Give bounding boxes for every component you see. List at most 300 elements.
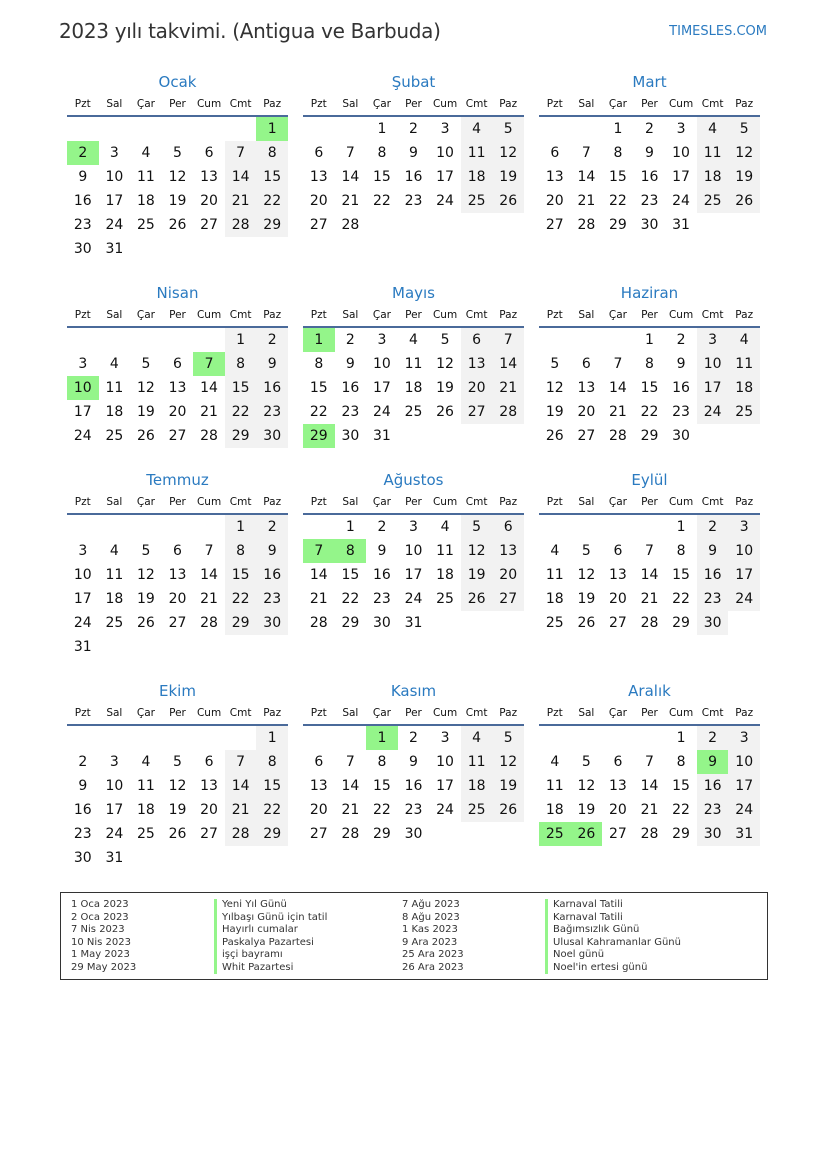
holiday-day-cell[interactable]: 7 xyxy=(303,539,335,563)
day-cell[interactable]: 6 xyxy=(550,145,560,161)
day-cell[interactable]: 24 xyxy=(436,802,454,818)
day-cell[interactable]: 5 xyxy=(141,543,151,559)
day-cell[interactable]: 19 xyxy=(168,802,187,818)
day-cell[interactable]: 2 xyxy=(78,754,88,770)
day-cell[interactable]: 15 xyxy=(225,563,257,587)
day-cell[interactable]: 22 xyxy=(672,591,690,607)
day-cell[interactable]: 3 xyxy=(377,332,387,348)
day-cell[interactable]: 28 xyxy=(492,400,524,424)
day-cell[interactable]: 16 xyxy=(341,380,360,396)
day-cell[interactable]: 5 xyxy=(173,754,182,770)
day-cell[interactable]: 12 xyxy=(137,567,155,583)
day-cell[interactable]: 27 xyxy=(545,217,564,233)
day-cell[interactable]: 24 xyxy=(404,591,423,607)
day-cell[interactable]: 31 xyxy=(73,639,92,655)
day-cell[interactable]: 3 xyxy=(728,726,760,750)
day-cell[interactable]: 14 xyxy=(309,567,328,583)
day-cell[interactable]: 1 xyxy=(256,726,288,750)
day-cell[interactable]: 11 xyxy=(137,778,155,794)
day-cell[interactable]: 25 xyxy=(728,400,760,424)
day-cell[interactable]: 2 xyxy=(645,121,654,137)
day-cell[interactable]: 12 xyxy=(545,380,564,396)
day-cell[interactable]: 26 xyxy=(492,798,524,822)
day-cell[interactable]: 7 xyxy=(645,543,654,559)
day-cell[interactable]: 13 xyxy=(309,778,328,794)
day-cell[interactable]: 30 xyxy=(373,615,391,631)
day-cell[interactable]: 23 xyxy=(640,193,659,209)
day-cell[interactable]: 2 xyxy=(377,519,387,535)
day-cell[interactable]: 21 xyxy=(225,189,257,213)
day-cell[interactable]: 24 xyxy=(105,826,124,842)
day-cell[interactable]: 20 xyxy=(168,404,187,420)
day-cell[interactable]: 13 xyxy=(609,567,627,583)
day-cell[interactable]: 29 xyxy=(341,615,360,631)
day-cell[interactable]: 21 xyxy=(225,798,257,822)
day-cell[interactable]: 30 xyxy=(73,241,92,257)
day-cell[interactable]: 21 xyxy=(609,404,627,420)
day-cell[interactable]: 24 xyxy=(436,193,454,209)
day-cell[interactable]: 9 xyxy=(256,352,288,376)
day-cell[interactable]: 12 xyxy=(461,539,493,563)
day-cell[interactable]: 13 xyxy=(577,380,596,396)
day-cell[interactable]: 27 xyxy=(461,400,493,424)
day-cell[interactable]: 28 xyxy=(577,217,596,233)
day-cell[interactable]: 28 xyxy=(200,428,218,444)
day-cell[interactable]: 25 xyxy=(545,615,564,631)
day-cell[interactable]: 7 xyxy=(492,328,524,352)
day-cell[interactable]: 11 xyxy=(461,141,493,165)
day-cell[interactable]: 24 xyxy=(105,217,124,233)
day-cell[interactable]: 20 xyxy=(200,802,218,818)
holiday-day-cell[interactable]: 26 xyxy=(571,822,603,846)
day-cell[interactable]: 12 xyxy=(137,380,155,396)
day-cell[interactable]: 25 xyxy=(697,189,729,213)
day-cell[interactable]: 11 xyxy=(105,380,124,396)
day-cell[interactable]: 29 xyxy=(672,615,690,631)
day-cell[interactable]: 19 xyxy=(436,380,454,396)
day-cell[interactable]: 6 xyxy=(492,515,524,539)
day-cell[interactable]: 5 xyxy=(492,726,524,750)
day-cell[interactable]: 25 xyxy=(461,798,493,822)
day-cell[interactable]: 8 xyxy=(613,145,623,161)
day-cell[interactable]: 14 xyxy=(640,778,659,794)
day-cell[interactable]: 5 xyxy=(581,543,591,559)
day-cell[interactable]: 15 xyxy=(256,165,288,189)
day-cell[interactable]: 21 xyxy=(341,802,360,818)
day-cell[interactable]: 14 xyxy=(577,169,596,185)
day-cell[interactable]: 11 xyxy=(461,750,493,774)
day-cell[interactable]: 10 xyxy=(436,145,454,161)
day-cell[interactable]: 14 xyxy=(225,165,257,189)
day-cell[interactable]: 11 xyxy=(545,567,564,583)
day-cell[interactable]: 29 xyxy=(256,822,288,846)
day-cell[interactable]: 4 xyxy=(461,726,493,750)
day-cell[interactable]: 27 xyxy=(200,826,218,842)
day-cell[interactable]: 21 xyxy=(492,376,524,400)
day-cell[interactable]: 25 xyxy=(404,404,423,420)
day-cell[interactable]: 17 xyxy=(728,774,760,798)
day-cell[interactable]: 1 xyxy=(613,121,623,137)
day-cell[interactable]: 4 xyxy=(550,543,560,559)
day-cell[interactable]: 31 xyxy=(672,217,690,233)
day-cell[interactable]: 23 xyxy=(672,404,690,420)
day-cell[interactable]: 12 xyxy=(577,567,596,583)
day-cell[interactable]: 15 xyxy=(341,567,360,583)
day-cell[interactable]: 26 xyxy=(545,428,564,444)
day-cell[interactable]: 14 xyxy=(640,567,659,583)
day-cell[interactable]: 28 xyxy=(640,615,659,631)
day-cell[interactable]: 6 xyxy=(204,145,214,161)
day-cell[interactable]: 25 xyxy=(137,217,155,233)
day-cell[interactable]: 25 xyxy=(105,615,124,631)
day-cell[interactable]: 30 xyxy=(256,611,288,635)
day-cell[interactable]: 21 xyxy=(577,193,596,209)
day-cell[interactable]: 11 xyxy=(697,141,729,165)
day-cell[interactable]: 30 xyxy=(404,826,423,842)
day-cell[interactable]: 24 xyxy=(73,428,92,444)
day-cell[interactable]: 23 xyxy=(256,587,288,611)
day-cell[interactable]: 29 xyxy=(225,424,257,448)
holiday-day-cell[interactable]: 2 xyxy=(67,141,99,165)
day-cell[interactable]: 7 xyxy=(225,141,257,165)
day-cell[interactable]: 7 xyxy=(345,754,355,770)
day-cell[interactable]: 15 xyxy=(373,778,391,794)
day-cell[interactable]: 29 xyxy=(225,611,257,635)
day-cell[interactable]: 24 xyxy=(728,587,760,611)
day-cell[interactable]: 23 xyxy=(73,217,92,233)
day-cell[interactable]: 5 xyxy=(141,356,151,372)
day-cell[interactable]: 29 xyxy=(373,826,391,842)
day-cell[interactable]: 4 xyxy=(141,145,151,161)
day-cell[interactable]: 15 xyxy=(640,380,659,396)
day-cell[interactable]: 8 xyxy=(225,539,257,563)
day-cell[interactable]: 27 xyxy=(168,615,187,631)
day-cell[interactable]: 30 xyxy=(256,424,288,448)
day-cell[interactable]: 7 xyxy=(225,750,257,774)
day-cell[interactable]: 10 xyxy=(697,352,729,376)
day-cell[interactable]: 22 xyxy=(373,193,391,209)
day-cell[interactable]: 24 xyxy=(373,404,391,420)
day-cell[interactable]: 28 xyxy=(640,826,659,842)
day-cell[interactable]: 4 xyxy=(728,328,760,352)
day-cell[interactable]: 8 xyxy=(225,352,257,376)
day-cell[interactable]: 9 xyxy=(345,356,355,372)
day-cell[interactable]: 21 xyxy=(200,404,218,420)
day-cell[interactable]: 2 xyxy=(697,515,729,539)
day-cell[interactable]: 14 xyxy=(200,380,218,396)
day-cell[interactable]: 24 xyxy=(728,798,760,822)
day-cell[interactable]: 26 xyxy=(577,615,596,631)
day-cell[interactable]: 11 xyxy=(728,352,760,376)
day-cell[interactable]: 4 xyxy=(109,356,119,372)
day-cell[interactable]: 13 xyxy=(309,169,328,185)
day-cell[interactable]: 20 xyxy=(309,802,328,818)
day-cell[interactable]: 13 xyxy=(545,169,564,185)
day-cell[interactable]: 28 xyxy=(309,615,328,631)
day-cell[interactable]: 13 xyxy=(168,380,187,396)
day-cell[interactable]: 25 xyxy=(436,591,454,607)
day-cell[interactable]: 10 xyxy=(672,145,690,161)
day-cell[interactable]: 11 xyxy=(404,356,423,372)
day-cell[interactable]: 27 xyxy=(309,217,328,233)
day-cell[interactable]: 20 xyxy=(200,193,218,209)
day-cell[interactable]: 17 xyxy=(73,404,92,420)
day-cell[interactable]: 12 xyxy=(492,750,524,774)
day-cell[interactable]: 19 xyxy=(137,404,155,420)
day-cell[interactable]: 26 xyxy=(492,189,524,213)
day-cell[interactable]: 22 xyxy=(256,189,288,213)
day-cell[interactable]: 1 xyxy=(345,519,355,535)
day-cell[interactable]: 31 xyxy=(373,428,391,444)
day-cell[interactable]: 16 xyxy=(404,778,423,794)
day-cell[interactable]: 3 xyxy=(697,328,729,352)
day-cell[interactable]: 14 xyxy=(609,380,627,396)
day-cell[interactable]: 28 xyxy=(609,428,627,444)
day-cell[interactable]: 27 xyxy=(609,615,627,631)
day-cell[interactable]: 8 xyxy=(314,356,324,372)
day-cell[interactable]: 22 xyxy=(640,404,659,420)
day-cell[interactable]: 20 xyxy=(461,376,493,400)
holiday-day-cell[interactable]: 7 xyxy=(193,352,225,376)
day-cell[interactable]: 3 xyxy=(728,515,760,539)
day-cell[interactable]: 10 xyxy=(436,754,454,770)
day-cell[interactable]: 16 xyxy=(404,169,423,185)
day-cell[interactable]: 21 xyxy=(341,193,360,209)
day-cell[interactable]: 30 xyxy=(697,611,729,635)
day-cell[interactable]: 9 xyxy=(256,539,288,563)
day-cell[interactable]: 19 xyxy=(545,404,564,420)
day-cell[interactable]: 18 xyxy=(137,193,155,209)
day-cell[interactable]: 1 xyxy=(676,730,686,746)
day-cell[interactable]: 11 xyxy=(137,169,155,185)
day-cell[interactable]: 18 xyxy=(436,567,454,583)
day-cell[interactable]: 24 xyxy=(73,615,92,631)
day-cell[interactable]: 12 xyxy=(492,141,524,165)
day-cell[interactable]: 5 xyxy=(461,515,493,539)
day-cell[interactable]: 16 xyxy=(373,567,391,583)
day-cell[interactable]: 25 xyxy=(105,428,124,444)
day-cell[interactable]: 29 xyxy=(256,213,288,237)
day-cell[interactable]: 12 xyxy=(577,778,596,794)
day-cell[interactable]: 31 xyxy=(728,822,760,846)
day-cell[interactable]: 17 xyxy=(697,376,729,400)
day-cell[interactable]: 5 xyxy=(492,117,524,141)
day-cell[interactable]: 3 xyxy=(409,519,418,535)
day-cell[interactable]: 1 xyxy=(225,328,257,352)
day-cell[interactable]: 28 xyxy=(225,822,257,846)
holiday-day-cell[interactable]: 1 xyxy=(366,726,398,750)
day-cell[interactable]: 19 xyxy=(577,591,596,607)
day-cell[interactable]: 6 xyxy=(204,754,214,770)
day-cell[interactable]: 9 xyxy=(409,754,418,770)
day-cell[interactable]: 14 xyxy=(341,169,360,185)
day-cell[interactable]: 2 xyxy=(409,730,418,746)
day-cell[interactable]: 20 xyxy=(577,404,596,420)
day-cell[interactable]: 16 xyxy=(73,193,92,209)
day-cell[interactable]: 16 xyxy=(697,774,729,798)
day-cell[interactable]: 1 xyxy=(645,332,654,348)
day-cell[interactable]: 14 xyxy=(341,778,360,794)
day-cell[interactable]: 13 xyxy=(200,169,218,185)
day-cell[interactable]: 8 xyxy=(256,141,288,165)
day-cell[interactable]: 1 xyxy=(225,515,257,539)
day-cell[interactable]: 20 xyxy=(492,563,524,587)
day-cell[interactable]: 20 xyxy=(168,591,187,607)
day-cell[interactable]: 22 xyxy=(341,591,360,607)
day-cell[interactable]: 21 xyxy=(309,591,328,607)
day-cell[interactable]: 13 xyxy=(200,778,218,794)
day-cell[interactable]: 25 xyxy=(461,189,493,213)
day-cell[interactable]: 28 xyxy=(341,217,360,233)
day-cell[interactable]: 14 xyxy=(492,352,524,376)
day-cell[interactable]: 2 xyxy=(256,328,288,352)
day-cell[interactable]: 26 xyxy=(137,615,155,631)
day-cell[interactable]: 4 xyxy=(461,117,493,141)
day-cell[interactable]: 12 xyxy=(168,778,187,794)
day-cell[interactable]: 30 xyxy=(697,822,729,846)
day-cell[interactable]: 13 xyxy=(461,352,493,376)
day-cell[interactable]: 2 xyxy=(345,332,355,348)
day-cell[interactable]: 3 xyxy=(676,121,686,137)
day-cell[interactable]: 7 xyxy=(613,356,623,372)
day-cell[interactable]: 10 xyxy=(728,539,760,563)
day-cell[interactable]: 8 xyxy=(377,754,387,770)
day-cell[interactable]: 17 xyxy=(436,778,454,794)
day-cell[interactable]: 24 xyxy=(697,400,729,424)
day-cell[interactable]: 9 xyxy=(676,356,686,372)
day-cell[interactable]: 18 xyxy=(697,165,729,189)
day-cell[interactable]: 9 xyxy=(697,539,729,563)
day-cell[interactable]: 5 xyxy=(728,117,760,141)
day-cell[interactable]: 2 xyxy=(409,121,418,137)
day-cell[interactable]: 19 xyxy=(577,802,596,818)
day-cell[interactable]: 16 xyxy=(256,376,288,400)
day-cell[interactable]: 16 xyxy=(697,563,729,587)
day-cell[interactable]: 22 xyxy=(225,400,257,424)
day-cell[interactable]: 10 xyxy=(105,778,124,794)
day-cell[interactable]: 30 xyxy=(640,217,659,233)
day-cell[interactable]: 30 xyxy=(672,428,690,444)
day-cell[interactable]: 5 xyxy=(550,356,560,372)
day-cell[interactable]: 6 xyxy=(314,145,324,161)
day-cell[interactable]: 6 xyxy=(613,543,623,559)
day-cell[interactable]: 23 xyxy=(73,826,92,842)
day-cell[interactable]: 18 xyxy=(404,380,423,396)
day-cell[interactable]: 15 xyxy=(225,376,257,400)
day-cell[interactable]: 16 xyxy=(256,563,288,587)
day-cell[interactable]: 26 xyxy=(168,217,187,233)
day-cell[interactable]: 23 xyxy=(404,802,423,818)
holiday-day-cell[interactable]: 10 xyxy=(67,376,99,400)
day-cell[interactable]: 5 xyxy=(440,332,450,348)
day-cell[interactable]: 8 xyxy=(256,750,288,774)
day-cell[interactable]: 11 xyxy=(105,567,124,583)
day-cell[interactable]: 22 xyxy=(672,802,690,818)
day-cell[interactable]: 28 xyxy=(200,615,218,631)
day-cell[interactable]: 26 xyxy=(168,826,187,842)
day-cell[interactable]: 30 xyxy=(341,428,360,444)
day-cell[interactable]: 22 xyxy=(373,802,391,818)
holiday-day-cell[interactable]: 1 xyxy=(256,117,288,141)
day-cell[interactable]: 19 xyxy=(137,591,155,607)
day-cell[interactable]: 3 xyxy=(109,754,119,770)
holiday-day-cell[interactable]: 25 xyxy=(539,822,571,846)
day-cell[interactable]: 3 xyxy=(440,121,450,137)
day-cell[interactable]: 2 xyxy=(256,515,288,539)
day-cell[interactable]: 22 xyxy=(309,404,328,420)
day-cell[interactable]: 1 xyxy=(377,121,387,137)
day-cell[interactable]: 16 xyxy=(640,169,659,185)
day-cell[interactable]: 12 xyxy=(728,141,760,165)
day-cell[interactable]: 7 xyxy=(581,145,591,161)
day-cell[interactable]: 19 xyxy=(728,165,760,189)
day-cell[interactable]: 24 xyxy=(672,193,690,209)
day-cell[interactable]: 31 xyxy=(105,241,124,257)
day-cell[interactable]: 15 xyxy=(609,169,627,185)
day-cell[interactable]: 9 xyxy=(377,543,387,559)
day-cell[interactable]: 15 xyxy=(672,778,690,794)
day-cell[interactable]: 9 xyxy=(78,778,88,794)
day-cell[interactable]: 19 xyxy=(461,563,493,587)
day-cell[interactable]: 9 xyxy=(409,145,418,161)
day-cell[interactable]: 5 xyxy=(173,145,182,161)
day-cell[interactable]: 17 xyxy=(672,169,690,185)
day-cell[interactable]: 20 xyxy=(545,193,564,209)
day-cell[interactable]: 8 xyxy=(645,356,654,372)
day-cell[interactable]: 22 xyxy=(225,587,257,611)
holiday-day-cell[interactable]: 29 xyxy=(303,424,335,448)
day-cell[interactable]: 27 xyxy=(609,826,627,842)
day-cell[interactable]: 18 xyxy=(728,376,760,400)
day-cell[interactable]: 26 xyxy=(728,189,760,213)
day-cell[interactable]: 16 xyxy=(672,380,690,396)
day-cell[interactable]: 23 xyxy=(697,587,729,611)
day-cell[interactable]: 12 xyxy=(168,169,187,185)
day-cell[interactable]: 27 xyxy=(309,826,328,842)
day-cell[interactable]: 18 xyxy=(461,774,493,798)
holiday-day-cell[interactable]: 8 xyxy=(335,539,367,563)
day-cell[interactable]: 10 xyxy=(404,543,423,559)
day-cell[interactable]: 29 xyxy=(609,217,627,233)
day-cell[interactable]: 20 xyxy=(609,802,627,818)
day-cell[interactable]: 28 xyxy=(341,826,360,842)
day-cell[interactable]: 26 xyxy=(137,428,155,444)
day-cell[interactable]: 31 xyxy=(404,615,423,631)
day-cell[interactable]: 9 xyxy=(78,169,88,185)
day-cell[interactable]: 7 xyxy=(345,145,355,161)
day-cell[interactable]: 17 xyxy=(373,380,391,396)
day-cell[interactable]: 18 xyxy=(105,591,124,607)
day-cell[interactable]: 6 xyxy=(581,356,591,372)
day-cell[interactable]: 2 xyxy=(676,332,686,348)
day-cell[interactable]: 17 xyxy=(728,563,760,587)
day-cell[interactable]: 8 xyxy=(676,543,686,559)
day-cell[interactable]: 4 xyxy=(440,519,450,535)
day-cell[interactable]: 14 xyxy=(200,567,218,583)
day-cell[interactable]: 8 xyxy=(676,754,686,770)
day-cell[interactable]: 7 xyxy=(645,754,654,770)
day-cell[interactable]: 14 xyxy=(225,774,257,798)
day-cell[interactable]: 4 xyxy=(550,754,560,770)
day-cell[interactable]: 15 xyxy=(672,567,690,583)
brand-link[interactable]: TIMESLES.COM xyxy=(669,24,767,39)
day-cell[interactable]: 26 xyxy=(461,587,493,611)
day-cell[interactable]: 15 xyxy=(309,380,328,396)
day-cell[interactable]: 6 xyxy=(173,543,182,559)
day-cell[interactable]: 23 xyxy=(404,193,423,209)
day-cell[interactable]: 8 xyxy=(377,145,387,161)
day-cell[interactable]: 3 xyxy=(440,730,450,746)
